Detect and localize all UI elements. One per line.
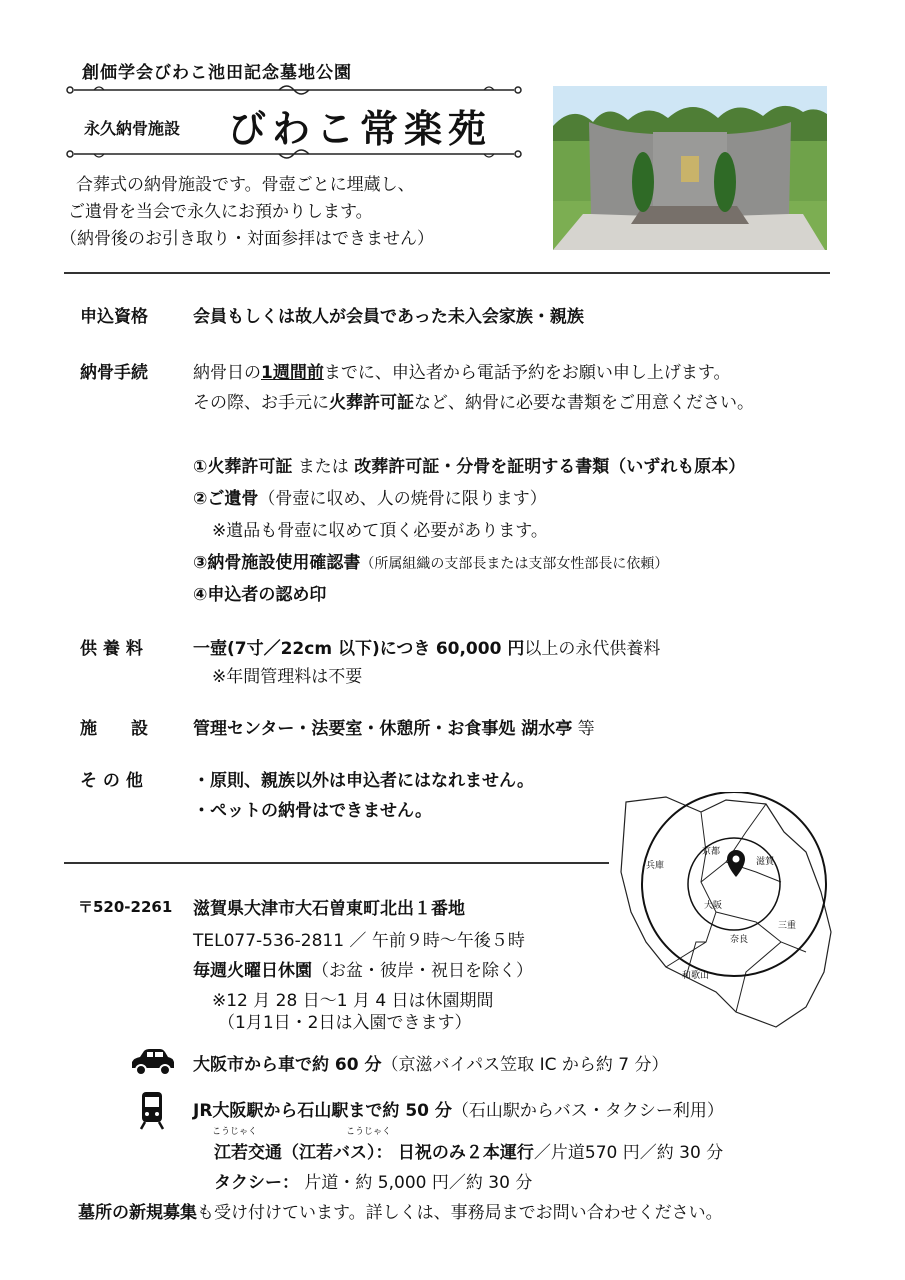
ornament-divider-top	[64, 82, 524, 98]
intro-line: （納骨後のお引き取り・対面参拝はできません）	[60, 229, 434, 249]
map-label-osaka: 大阪	[704, 901, 723, 911]
item-title: 改葬許可証・分骨を証明する書類（いずれも原本）	[354, 457, 746, 477]
procedure-text: 納骨日の	[193, 363, 261, 383]
fee-amount: 60,000 円	[435, 639, 525, 659]
intro-text	[60, 172, 434, 253]
phone-hours: TEL077-536-2811 ／ 午前９時～午後５時	[193, 931, 525, 951]
section-divider	[64, 862, 609, 864]
procedure-text: など、納骨に必要な書類をご用意ください。	[414, 393, 754, 413]
organization-name: 創価学会びわこ池田記念墓地公園	[82, 63, 352, 83]
ornament-divider-bottom	[64, 146, 524, 162]
fee-suffix: 以上の永代供養料	[524, 639, 661, 659]
facilities-text	[193, 714, 595, 739]
item-title: ③納骨施設使用確認書	[193, 553, 361, 573]
intro-line: ご遺骨を当会で永久にお預かりします。	[68, 202, 373, 222]
item-title: ②ご遺骨	[193, 489, 259, 509]
access-bus	[214, 1138, 723, 1163]
bus-company: 江若交通（江若バス）：	[214, 1143, 393, 1163]
train-icon	[128, 1090, 176, 1130]
access-train	[193, 1096, 724, 1121]
access-taxi	[214, 1168, 532, 1193]
document-item-2-note: ※遺品も骨壺に収めて頂く必要があります。	[212, 521, 548, 541]
access-car	[193, 1050, 668, 1075]
map-label-wakayama: 和歌山	[682, 971, 710, 981]
fee-note: ※年間管理料は不要	[212, 667, 363, 687]
label-eligibility: 申込資格	[80, 307, 148, 327]
holiday-note: ※12 月 28 日～1 月 4 日は休園期間	[212, 991, 494, 1011]
map-label-nara: 奈良	[730, 935, 749, 945]
bus-schedule: 日祝のみ２本運行	[397, 1143, 534, 1163]
fee-text	[193, 634, 660, 659]
procedure-text: までに、申込者から電話予約をお願い申し上げます。	[323, 363, 731, 383]
ruby-gojaku-2: こうじゃく	[346, 1127, 392, 1137]
footer-note	[78, 1198, 723, 1223]
map-label-kyoto: 京都	[702, 847, 721, 857]
closed-day-main: 毎週火曜日休園	[193, 961, 312, 981]
section-divider	[64, 272, 830, 274]
item-text: または	[297, 457, 349, 477]
access-train-detail: （石山駅からバス・タクシー利用）	[451, 1101, 724, 1121]
map-label-mie: 三重	[778, 921, 797, 931]
page-title: びわこ常楽苑	[228, 106, 493, 151]
fee-unit: 一壺(7寸／22cm 以下)につき	[193, 639, 431, 659]
closed-day-exceptions: （お盆・彼岸・祝日を除く）	[312, 961, 533, 981]
facilities-suffix: 等	[577, 719, 595, 739]
label-facilities: 施 設	[80, 719, 148, 739]
footer-emphasis: 墓所の新規募集	[78, 1203, 197, 1223]
permit-emphasis: 火葬許可証	[329, 393, 414, 413]
address: 滋賀県大津市大石曽東町北出１番地	[193, 899, 465, 919]
monument-photo	[553, 86, 827, 250]
procedure-line-1	[193, 358, 730, 383]
other-item-2: ・ペットの納骨はできません。	[193, 801, 433, 821]
other-item-1: ・原則、親族以外は申込者にはなれません。	[193, 771, 535, 791]
map-pin-icon	[727, 850, 745, 877]
bus-fare: ／片道570 円／約 30 分	[533, 1143, 724, 1163]
label-procedure: 納骨手続	[80, 363, 148, 383]
deadline-emphasis: 1週間前	[261, 363, 324, 383]
label-fee: 供 養 料	[80, 639, 143, 659]
document-item-2	[193, 484, 547, 509]
intro-line: 合葬式の納骨施設です。骨壺ごとに埋蔵し、	[76, 175, 415, 195]
access-car-time: 大阪市から車で約 60 分	[193, 1055, 382, 1075]
item-text: （骨壺に収め、人の焼骨に限ります）	[258, 489, 547, 509]
taxi-label: タクシー：	[214, 1173, 299, 1193]
eligibility-text: 会員もしくは故人が会員であった未入会家族・親族	[193, 307, 584, 327]
car-icon	[128, 1042, 176, 1082]
document-item-4: ④申込者の認め印	[193, 585, 327, 605]
map-label-hyogo: 兵庫	[646, 861, 665, 871]
access-car-detail: （京滋バイパス笠取 IC から約 7 分）	[381, 1055, 669, 1075]
label-other: そ の 他	[80, 771, 143, 791]
holiday-note-2: （1月1日・2日は入園できます）	[218, 1013, 472, 1033]
closed-days	[193, 956, 533, 981]
taxi-fare: 片道・約 5,000 円／約 30 分	[304, 1173, 533, 1193]
item-title: ①火葬許可証	[193, 457, 293, 477]
document-item-3	[193, 548, 668, 573]
procedure-line-2	[193, 388, 754, 413]
facility-type: 永久納骨施設	[84, 119, 181, 138]
footer-text: も受け付けています。詳しくは、事務局までお問い合わせください。	[197, 1203, 723, 1223]
item-text: （所属組織の支部長または支部女性部長に依頼）	[360, 556, 669, 572]
postal-code: 〒520-2261	[78, 898, 173, 916]
procedure-text: その際、お手元に	[193, 393, 329, 413]
document-item-1	[193, 452, 745, 477]
location-map	[606, 792, 836, 1032]
map-label-shiga: 滋賀	[756, 857, 775, 867]
ruby-gojaku-1: こうじゃく	[212, 1127, 258, 1137]
access-train-time: JR大阪駅から石山駅まで約 50 分	[193, 1101, 452, 1121]
facilities-list: 管理センター・法要室・休憩所・お食事処 湖水亭	[193, 719, 573, 739]
